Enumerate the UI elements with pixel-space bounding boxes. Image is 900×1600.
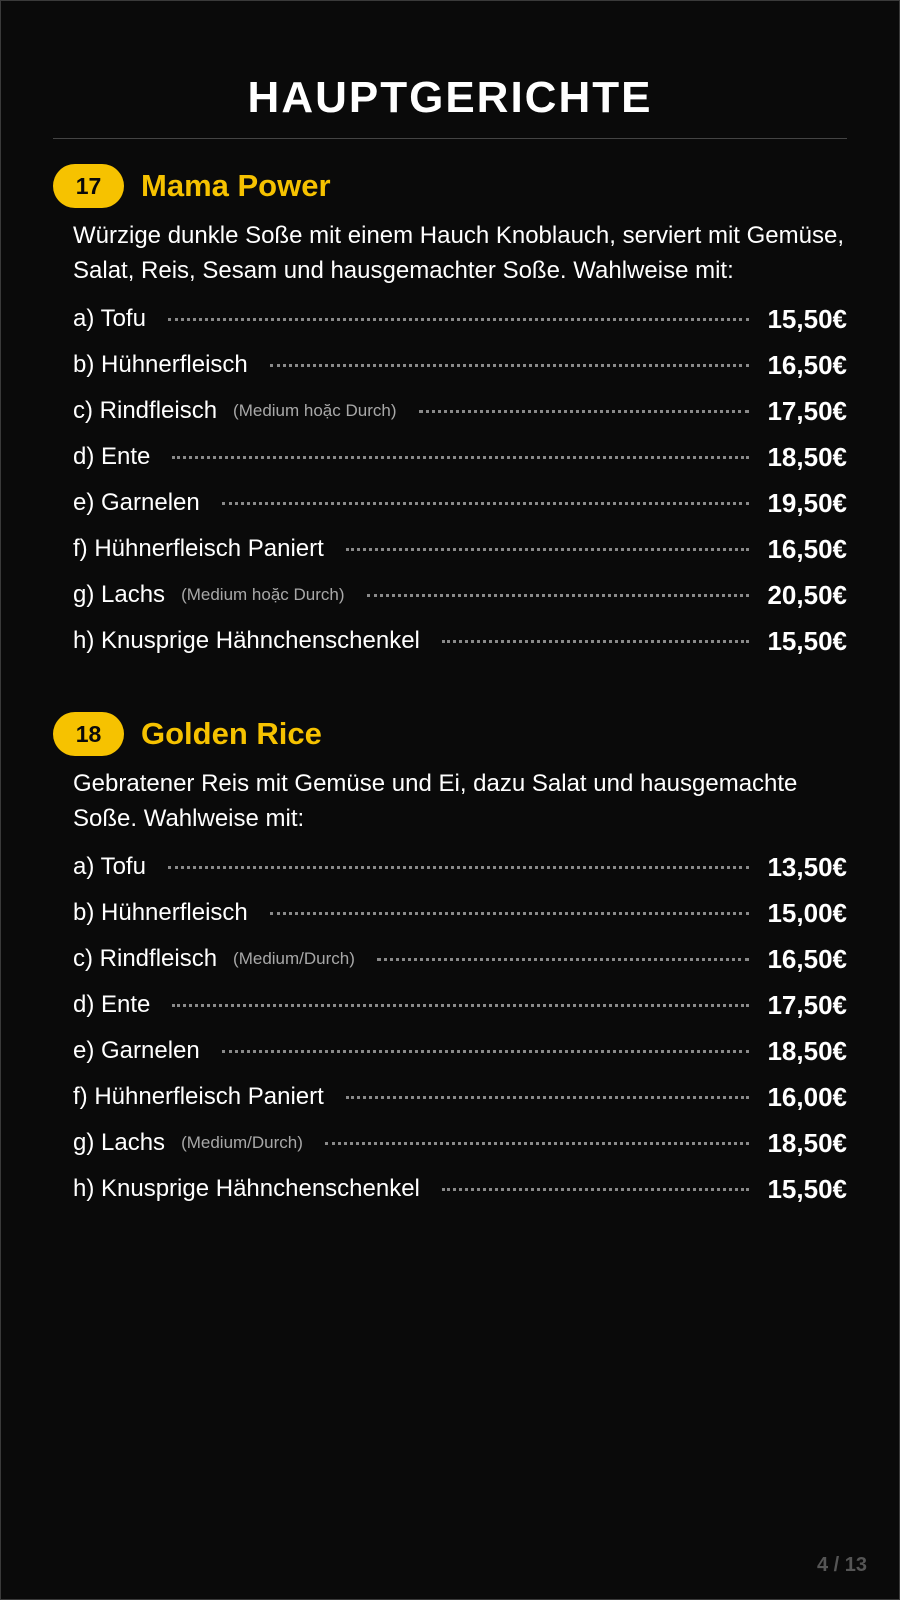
dish-name: Golden Rice xyxy=(141,716,322,751)
dotted-leader xyxy=(172,1004,749,1007)
option-price: 15,50€ xyxy=(767,303,847,334)
menu-option-row[interactable] xyxy=(73,434,847,480)
dotted-leader xyxy=(325,1142,750,1145)
option-price: 16,50€ xyxy=(767,943,847,974)
option-label: a) Tofu xyxy=(73,305,146,332)
option-price: 18,50€ xyxy=(767,1127,847,1158)
option-label: c) Rindfleisch xyxy=(73,945,218,972)
option-price: 16,00€ xyxy=(767,1081,847,1112)
dish-description: Würzige dunkle Soße mit einem Hauch Knoblauch, serviert mit Gemüse, Salat, Reis, Sesam und hausgemachter Soße. Wahlweise mit: xyxy=(73,222,844,284)
dotted-leader xyxy=(377,958,750,961)
dotted-leader xyxy=(172,456,749,459)
option-price: 17,50€ xyxy=(767,989,847,1020)
page-title: HAUPTGERICHTE xyxy=(247,73,653,122)
dish-header xyxy=(53,712,847,756)
menu-option-row[interactable] xyxy=(73,296,847,342)
dish-number-badge: 18 xyxy=(53,712,124,756)
menu-option-row[interactable] xyxy=(73,1166,847,1212)
dotted-leader xyxy=(222,1050,750,1053)
dish-name: Mama Power xyxy=(141,168,331,203)
option-price: 17,50€ xyxy=(767,395,847,426)
page-indicator: 4 / 13 xyxy=(816,1554,867,1576)
dotted-leader xyxy=(442,640,750,643)
menu-option-row[interactable] xyxy=(73,982,847,1028)
menu-option-row[interactable] xyxy=(73,526,847,572)
option-note: (Medium/Durch) xyxy=(233,949,355,968)
dotted-leader xyxy=(346,1096,750,1099)
option-label: a) Tofu xyxy=(73,853,146,880)
option-label: g) Lachs xyxy=(73,581,166,608)
option-label: h) Knusprige Hähnchenschenkel xyxy=(73,627,420,654)
option-list xyxy=(53,296,847,664)
option-label: g) Lachs xyxy=(73,1129,166,1156)
option-note: (Medium hoặc Durch) xyxy=(233,401,397,420)
title-divider xyxy=(53,138,847,139)
dotted-leader xyxy=(270,364,750,367)
dotted-leader xyxy=(270,912,750,915)
menu-option-row[interactable] xyxy=(73,1074,847,1120)
option-price: 16,50€ xyxy=(767,533,847,564)
dish-section-17 xyxy=(53,164,847,664)
option-price: 15,50€ xyxy=(767,1173,847,1204)
dish-description: Gebratener Reis mit Gemüse und Ei, dazu Salat und hausgemachte Soße. Wahlweise mit: xyxy=(73,770,798,832)
menu-option-row[interactable] xyxy=(73,388,847,434)
dotted-leader xyxy=(168,318,750,321)
option-label: f) Hühnerfleisch Paniert xyxy=(73,1083,324,1110)
menu-option-row[interactable] xyxy=(73,342,847,388)
option-label: f) Hühnerfleisch Paniert xyxy=(73,535,324,562)
option-note: (Medium/Durch) xyxy=(181,1133,303,1152)
option-price: 18,50€ xyxy=(767,441,847,472)
option-price: 19,50€ xyxy=(767,487,847,518)
option-price: 16,50€ xyxy=(767,349,847,380)
menu-option-row[interactable] xyxy=(73,936,847,982)
dotted-leader xyxy=(222,502,750,505)
option-label: d) Ente xyxy=(73,991,151,1018)
option-label: h) Knusprige Hähnchenschenkel xyxy=(73,1175,420,1202)
option-price: 18,50€ xyxy=(767,1035,847,1066)
menu-option-row[interactable] xyxy=(73,618,847,664)
dish-header xyxy=(53,164,847,208)
menu-option-row[interactable] xyxy=(73,890,847,936)
option-label: b) Hühnerfleisch xyxy=(73,351,248,378)
option-label: e) Garnelen xyxy=(73,489,200,516)
menu-option-row[interactable] xyxy=(73,1028,847,1074)
dotted-leader xyxy=(442,1188,750,1191)
option-list xyxy=(53,844,847,1212)
dotted-leader xyxy=(419,410,750,413)
dish-section-18 xyxy=(53,712,847,1212)
option-label: b) Hühnerfleisch xyxy=(73,899,248,926)
menu-option-row[interactable] xyxy=(73,1120,847,1166)
option-label: e) Garnelen xyxy=(73,1037,200,1064)
dotted-leader xyxy=(367,594,750,597)
option-price: 15,50€ xyxy=(767,625,847,656)
dotted-leader xyxy=(168,866,750,869)
option-note: (Medium hoặc Durch) xyxy=(181,585,345,604)
menu-option-row[interactable] xyxy=(73,572,847,618)
menu-option-row[interactable] xyxy=(73,480,847,526)
dish-number-badge: 17 xyxy=(53,164,124,208)
dotted-leader xyxy=(346,548,750,551)
menu-option-row[interactable] xyxy=(73,844,847,890)
option-label: c) Rindfleisch xyxy=(73,397,218,424)
option-price: 15,00€ xyxy=(767,897,847,928)
option-price: 20,50€ xyxy=(767,579,847,610)
option-price: 13,50€ xyxy=(767,851,847,882)
option-label: d) Ente xyxy=(73,443,151,470)
